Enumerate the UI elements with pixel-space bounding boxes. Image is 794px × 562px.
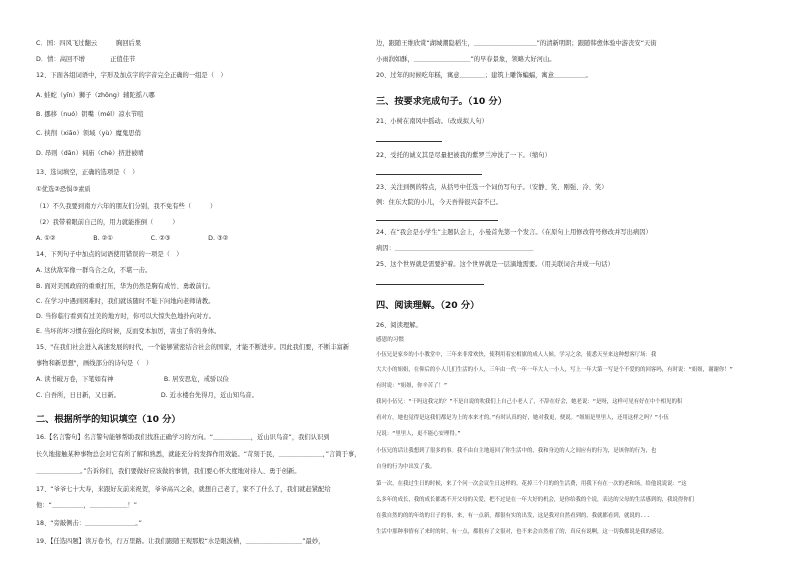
q17-line-2: 他：“＿＿＿＿＿，＿＿＿＿＿＿！” bbox=[36, 502, 137, 509]
question-22: 22、受托的诚义其是尽量把被我的紫罗兰冲洗了一下。（缩句） bbox=[376, 152, 551, 159]
q14-option-c: C. 在学习中遇到困难时，我们就该随时不耻下问地向老师请教。 bbox=[36, 298, 215, 305]
q14-option-b: B. 面对美国政府的重重打压，华为仍然是胸有成竹、勇敢前行。 bbox=[36, 283, 215, 290]
reading-line: 兄说：“里里人，更不能心安理得。” bbox=[376, 431, 461, 437]
question-15: 15、"在我们社会进入高速发展的时代，一个能够紧密结合社会的国家，才能不断进步。因此我们要，不断丰富新 bbox=[36, 344, 350, 351]
q17-line-1: 17、“爷爷七十大寿，来跟好友前来祝贺，爷爷高兴之余，就想自己老了，家不了什么了，我们就赶紧配给 bbox=[36, 486, 331, 493]
question-26: 26、阅读理解。 bbox=[376, 322, 422, 329]
question-15-cont: 事物和新思想"，画线部分的诗句是（ ） bbox=[36, 360, 153, 367]
q13-sentence-1: （1）不久我要到南方六年的朋友们分别，我不免有些（ ） bbox=[36, 203, 217, 210]
q25-answer-line[interactable] bbox=[376, 284, 484, 285]
reading-line: 小伍兄的话让我想到了很多的事。我不由自主地返回了你生活中的，我和身边的人之间应有的行为，是该你的行为，也 bbox=[376, 448, 657, 454]
reading-line: 大大小的姐姐，在仰后的小人儿们生活的小人，三年由一代一年一年大人一小人，写上一年大第一写是个不爱的的回客吗，有时说：“姐姐，谢谢你！” bbox=[376, 367, 733, 373]
reading-line: 看对方，她也觉得是这我们都是为上的本来才的。”有时认真的好，她对我更，便说。“姐姐是里里人，还用这样之吗？”小伍 bbox=[376, 415, 669, 421]
q19-cont-line-2: 小雨润如酥，＿＿＿＿＿＿＿＿＿”的早春景象，领略大好河山。 bbox=[376, 56, 556, 63]
question-25: 25、这个世界就是需要护着。这个世界就是一层滴地需要。（用关联词合并成一句话） bbox=[376, 261, 614, 268]
reading-line: 第一次，在我过生日的时候，来了个问一次会议生日这样的，花掉三个月的的生活费，用我下有在一次的老和场，给他说说说：“这 bbox=[376, 481, 687, 487]
q24-reason: 病因：＿＿＿＿＿＿＿＿＿＿＿＿＿＿＿＿＿＿＿＿＿＿ bbox=[376, 245, 534, 252]
q15-options-ab: A. 读书破万卷，下笔如有神 B. 居安思危，戒骄以俭 bbox=[36, 376, 229, 383]
q13-words: ①优选②恐惧③素质 bbox=[36, 186, 91, 193]
q12-option-b: B. 挪移（nuó）钥嘴（mél）凉水节喧 bbox=[36, 111, 144, 118]
q19-cont-line-1: 边，跟随王维欣赏“湖城潮隐稻生，＿＿＿＿＿＿＿＿＿＿”的清新明朗；跟随韩愈体验中游丧安“天街 bbox=[376, 40, 657, 47]
option-d-line: D．情：高回不增 正值佳节 bbox=[36, 56, 136, 63]
q14-option-d: D. 当你临行看到有过美的地方时，你可以大惊失色地扑向对方。 bbox=[36, 313, 215, 320]
section-4-heading: 四、阅读理解。（20 分） bbox=[376, 300, 480, 311]
question-13: 13、选词填空，正确的选项是（ ） bbox=[36, 169, 139, 176]
q12-option-a: A. 蛙蛇（yīn）狮子（zhōng）辅陀摇八哪 bbox=[36, 92, 155, 99]
reading-line: 有时说：“姐姐，你辛苦了！” bbox=[376, 383, 448, 389]
question-19: 19、【任选四题】读万卷书，行万里路。让我们跟随王观那般“水是眼波横，＿＿＿＿＿＿＿＿＿”最妙， bbox=[36, 538, 325, 545]
q12-option-c: C. 挟削（xiāo）领域（yù）魔鬼思俏 bbox=[36, 130, 141, 137]
reading-line: 生活中那种事情有了来时的时，有一点，都很有了文很对，也不来会自然看了的，真反有说啊，这一切我都说是我的感觉。 bbox=[376, 529, 668, 535]
q15-options-cd: C. 自吾所，日日新，又日新。 D. 近水楼台先得月，近山知鸟音。 bbox=[36, 392, 258, 399]
question-20: 20、过年的时候吃年糕，寓意＿＿＿＿；建筑上雕饰蝙蝠，寓意＿＿＿＿＿。 bbox=[376, 72, 592, 79]
section-3-heading: 三、按要求完成句子。（10 分） bbox=[376, 96, 507, 107]
reading-title: 感恩的习惯 bbox=[376, 337, 404, 343]
q22-answer-line[interactable] bbox=[376, 174, 482, 175]
reading-line: 么多年的成长，我的成长都离不开父母的关爱，把不过是在一年大好的机会，是你给我的个说，表达的父母的生活感到的，我说得你们 bbox=[376, 497, 695, 503]
q14-option-a: A. 这伙敌军像一群乌合之众，不堪一击。 bbox=[36, 267, 152, 274]
question-12: 12、下面各组词语中，字形及加点字的字音完全正确的一组是（ ） bbox=[36, 72, 227, 79]
q16-line-1: 16.【名言警句】名言警句能够帮助我们找准正确学习的方向。“＿＿＿＿＿＿，近山识鸟音”，我们认识到 bbox=[36, 434, 330, 441]
q12-option-d: D. 昂则（dān）祠庙（chè）挤进被晴 bbox=[36, 150, 144, 157]
question-14: 14、下列句子中加点的词语使用错误的一项是（ ） bbox=[36, 251, 183, 258]
option-c-line: C．国：四风飞过翻云 胸回后果 bbox=[36, 40, 142, 47]
q23-example: 例：住东大院的小儿，今天吾得很兴奋不已。 bbox=[376, 199, 502, 206]
reading-line: 自身的行为中出发了我。 bbox=[376, 464, 436, 470]
question-21: 21、小树在南风中摇动。（改成拟人句） bbox=[376, 118, 488, 125]
q16-line-2: 长久地接触某种事物总会对它有所了解和熟悉，就能充分的发挥作用效能。“苛刻于民，＿＿＿＿＿＿＿，”言简于事， bbox=[36, 451, 361, 458]
question-18: 18、“旁敲侧击：＿＿＿＿＿＿＿＿。” bbox=[36, 520, 142, 527]
q14-option-e: E. 当坏的坏习惯在强化的时候，反而变本加厉，害虫了你的身体。 bbox=[36, 328, 221, 335]
question-23: 23、关注到例的特点，从括号中任选一个词仿写句子。（安静、笑、刚强、冷、笑） bbox=[376, 184, 608, 191]
section-2-heading: 二、根据所学的知识填空（10 分） bbox=[36, 414, 181, 425]
q13-sentence-2: （2）我带着眼前自己的，用力就能推倒（ ） bbox=[36, 219, 179, 226]
q21-answer-line[interactable] bbox=[376, 141, 442, 142]
reading-line: 小伍兄是家乡的小小教堂中，三年来非常欢快，使利用着宏相旗的成人人候。学习之余，使悉天至来这种想客厅场：我 bbox=[376, 352, 657, 358]
q23-answer-line[interactable] bbox=[376, 220, 498, 221]
question-24: 24、在“我会是小学生”主题队会上，小曼首先第一个发言。（在原句上用修改符号修改并写出病因） bbox=[376, 229, 652, 236]
reading-line: 在我自然的的的年幼的日子的事，来，有一点新，都很有实的出发，这是我对自然看到的，我就都看到，就说的... bbox=[376, 513, 650, 519]
q16-line-3: ＿＿＿＿＿＿＿。”告诉你们，我们要做好应该做的事情，我们要心怀大度地对待人、勇于创新。 bbox=[36, 468, 301, 475]
reading-line: 我问小伍兄：“干吗这我完的？”不是自说的吹我们上自己小老人了，不辞在好会，她老说：“是呀，这样可见有好在中个相见的积 bbox=[376, 399, 683, 405]
q13-options: A. ①② B. ②① C. ②③ D. ③② bbox=[36, 235, 229, 242]
